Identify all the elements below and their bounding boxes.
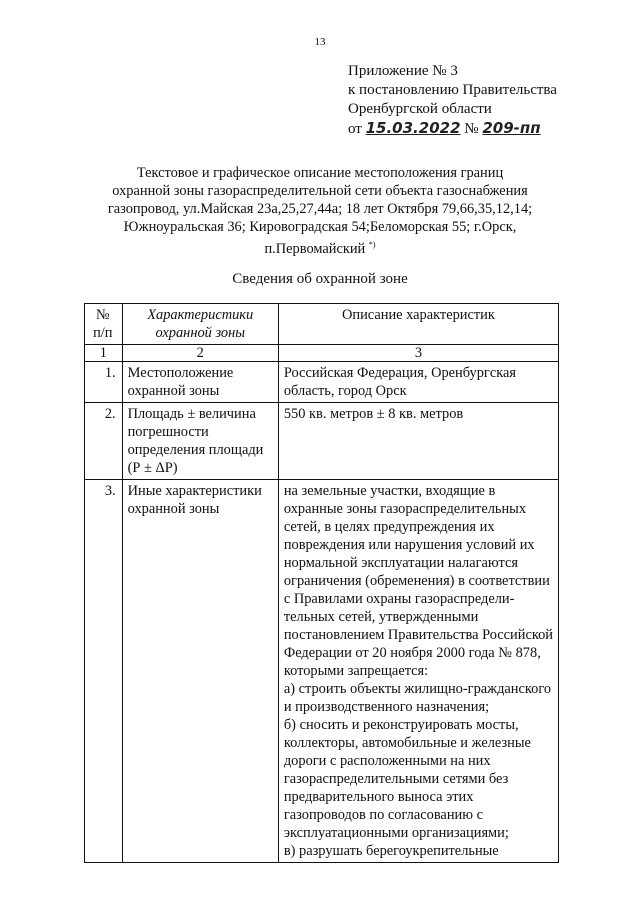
row-description: 550 кв. метров ± 8 кв. метров bbox=[278, 403, 558, 480]
appendix-date: 15.03.2022 bbox=[365, 119, 461, 137]
footnote-mark: *) bbox=[368, 240, 376, 249]
header-col-number: № п/п bbox=[85, 304, 123, 345]
column-number-1: 1 bbox=[85, 345, 123, 362]
description-line: дороги с расположенными на них bbox=[283, 753, 491, 769]
description-line: нормальной эксплуатации налагаются bbox=[283, 555, 518, 571]
description-line: б) сносить и реконструировать мосты, bbox=[283, 717, 519, 733]
description-line: газопроводов по согласованию с bbox=[283, 807, 483, 823]
title-line-5 bbox=[100, 236, 540, 258]
appendix-line-3: Оренбургской области bbox=[348, 101, 492, 117]
row-description bbox=[278, 480, 558, 863]
description-line: сетей, в целях предупреждения их bbox=[283, 519, 495, 535]
table-row bbox=[85, 403, 559, 480]
description-line: в) разрушать берегоукрепительные bbox=[283, 843, 499, 859]
section-subtitle: Сведения об охранной зоне bbox=[232, 271, 408, 287]
row-characteristic: Местоположение охранной зоны bbox=[122, 362, 278, 403]
title-line-5-text: п.Первомайский bbox=[264, 241, 366, 257]
description-line: повреждения или нарушения условий их bbox=[283, 537, 535, 553]
title-line-1: Текстовое и графическое описание местоположения границ bbox=[136, 165, 504, 181]
appendix-line-1: Приложение № 3 bbox=[348, 63, 458, 79]
header-col-description: Описание характеристик bbox=[278, 304, 558, 345]
title-line-4: Южноуральская 36; Кировоградская 54;Беломорская 55; г.Орск, bbox=[123, 219, 517, 235]
title-line-2: охранной зоны газораспределительной сети объекта газоснабжения bbox=[112, 183, 528, 199]
description-line: тельных сетей, утвержденными bbox=[283, 609, 479, 625]
column-number-2: 2 bbox=[122, 345, 278, 362]
appendix-line-4 bbox=[348, 119, 557, 139]
appendix-block bbox=[348, 62, 557, 139]
description-line: а) строить объекты жилищно-гражданского bbox=[283, 681, 552, 697]
description-line: предварительного выноса этих bbox=[283, 789, 474, 805]
description-line: которыми запрещается: bbox=[283, 663, 429, 679]
table-column-numbers-row bbox=[85, 345, 559, 362]
table-header-row bbox=[85, 304, 559, 345]
appendix-number: 209-пп bbox=[482, 119, 541, 137]
description-line: на земельные участки, входящие в bbox=[283, 483, 496, 499]
protection-zone-table bbox=[84, 303, 559, 863]
table-row bbox=[85, 480, 559, 863]
header-col-characteristics: Характеристики охранной зоны bbox=[122, 304, 278, 345]
row-number: 1. bbox=[85, 362, 123, 403]
description-line: Федерации от 20 ноября 2000 года № 878, bbox=[283, 645, 541, 661]
description-line: и производственного назначения; bbox=[283, 699, 490, 715]
appendix-from-label: от bbox=[348, 121, 362, 137]
description-line: постановлением Правительства Российской bbox=[283, 627, 553, 643]
description-line: с Правилами охраны газораспредели- bbox=[283, 591, 515, 607]
description-line: ограничения (обременения) в соответствии bbox=[283, 573, 550, 589]
appendix-no-label: № bbox=[464, 121, 479, 137]
description-line: коллекторы, автомобильные и железные bbox=[283, 735, 531, 751]
table-row bbox=[85, 362, 559, 403]
row-number: 3. bbox=[85, 480, 123, 863]
description-line: охранные зоны газораспределительных bbox=[283, 501, 527, 517]
column-number-3: 3 bbox=[278, 345, 558, 362]
row-characteristic: Иные характеристики охранной зоны bbox=[122, 480, 278, 863]
row-description: Российская Федерация, Оренбургская область, город Орск bbox=[278, 362, 558, 403]
description-line: газораспределительными сетями без bbox=[283, 771, 509, 787]
document-title bbox=[100, 164, 540, 258]
row-number: 2. bbox=[85, 403, 123, 480]
page-number: 13 bbox=[314, 36, 326, 48]
description-line: эксплуатационными организациями; bbox=[283, 825, 509, 841]
row-characteristic: Площадь ± величина погрешности определения площади (Р ± ΔР) bbox=[122, 403, 278, 480]
title-line-3: газопровод, ул.Майская 23а,25,27,44а; 18 лет Октября 79,66,35,12,14; bbox=[107, 201, 533, 217]
appendix-line-2: к постановлению Правительства bbox=[348, 82, 557, 98]
